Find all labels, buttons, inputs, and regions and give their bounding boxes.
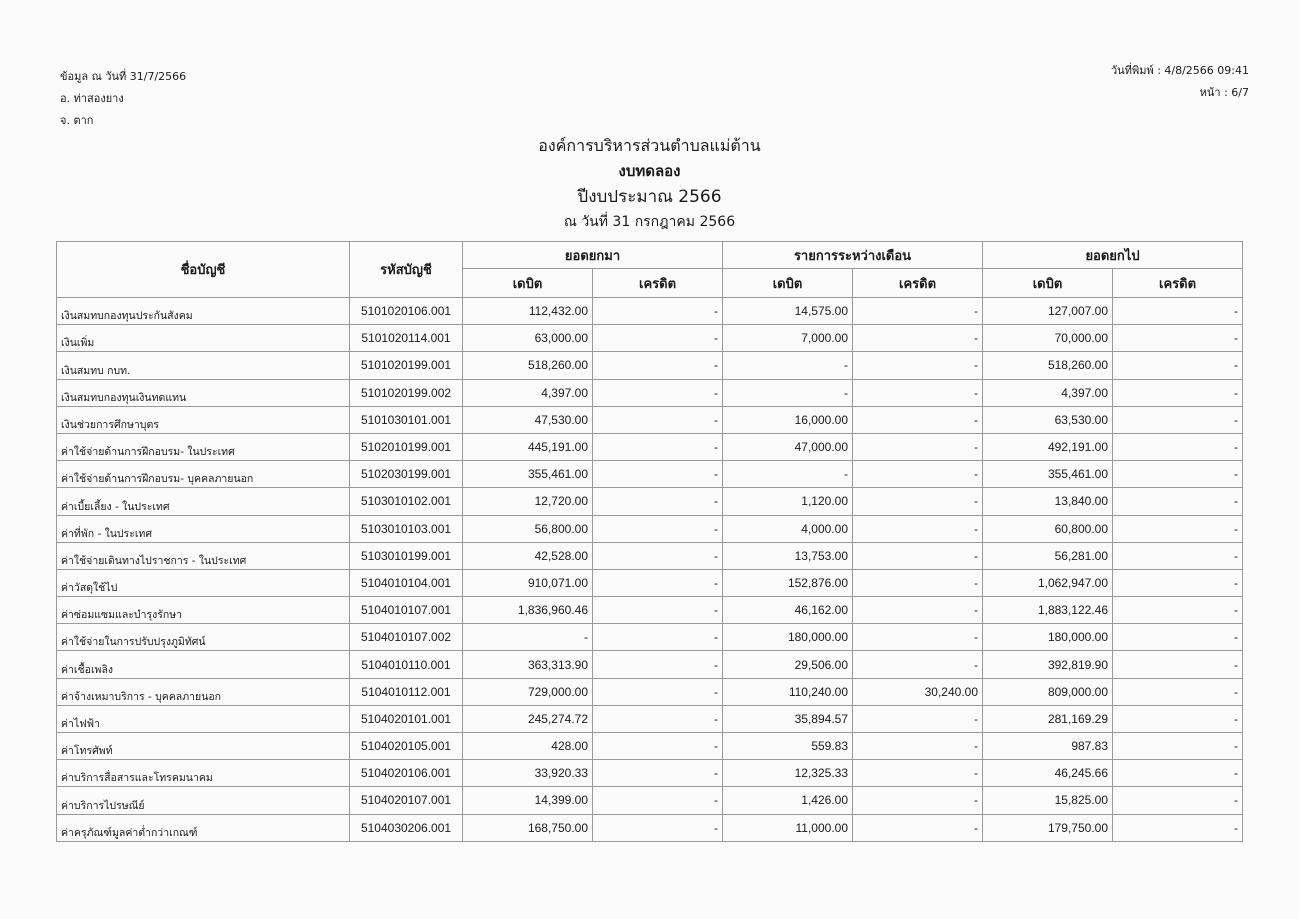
table-row [57, 488, 1243, 515]
table-row [57, 433, 1243, 460]
carried-forward-credit-cell: - [1113, 814, 1243, 841]
account-code-cell: 5104010112.001 [350, 678, 463, 705]
report-title: งบทดลอง [618, 162, 681, 180]
brought-forward-credit-cell: - [593, 814, 723, 841]
table-row [57, 733, 1243, 760]
fiscal-year: ปีงบประมาณ 2566 [577, 187, 722, 207]
account-name-cell: เงินเพิ่ม [57, 325, 350, 352]
brought-forward-debit-cell: 168,750.00 [463, 814, 593, 841]
carried-forward-debit-cell: 518,260.00 [983, 352, 1113, 379]
month-debit-cell: 152,876.00 [723, 569, 853, 596]
account-name-cell: เงินสมทบกองทุนเงินทดแทน [57, 379, 350, 406]
header-account-code: รหัสบัญชี [350, 242, 463, 298]
carried-forward-debit-cell: 987.83 [983, 733, 1113, 760]
carried-forward-debit-cell: 60,800.00 [983, 515, 1113, 542]
account-name-cell: ค่าใช้จ่ายด้านการฝึกอบรม- ในประเทศ [57, 433, 350, 460]
carried-forward-credit-cell: - [1113, 705, 1243, 732]
brought-forward-debit-cell: 355,461.00 [463, 461, 593, 488]
brought-forward-credit-cell: - [593, 597, 723, 624]
account-name-cell: ค่าใช้จ่ายในการปรับปรุงภูมิทัศน์ [57, 624, 350, 651]
month-credit-cell: - [853, 379, 983, 406]
month-credit-cell: - [853, 461, 983, 488]
account-code-cell: 5101020199.001 [350, 352, 463, 379]
account-name-cell: เงินสมทบ กบท. [57, 352, 350, 379]
month-credit-cell: - [853, 787, 983, 814]
carried-forward-debit-cell: 63,530.00 [983, 406, 1113, 433]
month-credit-cell: - [853, 352, 983, 379]
brought-forward-debit-cell: 363,313.90 [463, 651, 593, 678]
brought-forward-credit-cell: - [593, 298, 723, 325]
table-row [57, 379, 1243, 406]
table-row [57, 651, 1243, 678]
brought-forward-debit-cell: 245,274.72 [463, 705, 593, 732]
header-debit: เดบิต [723, 269, 853, 298]
carried-forward-credit-cell: - [1113, 298, 1243, 325]
carried-forward-debit-cell: 70,000.00 [983, 325, 1113, 352]
header-left [60, 66, 186, 132]
table-row [57, 705, 1243, 732]
brought-forward-credit-cell: - [593, 542, 723, 569]
carried-forward-credit-cell: - [1113, 488, 1243, 515]
carried-forward-credit-cell: - [1113, 352, 1243, 379]
table-row [57, 569, 1243, 596]
brought-forward-credit-cell: - [593, 379, 723, 406]
month-debit-cell: 13,753.00 [723, 542, 853, 569]
month-debit-cell: 559.83 [723, 733, 853, 760]
account-name-cell: ค่าครุภัณฑ์มูลค่าต่ำกว่าเกณฑ์ [57, 814, 350, 841]
carried-forward-credit-cell: - [1113, 760, 1243, 787]
account-name-cell: ค่าไฟฟ้า [57, 705, 350, 732]
header-credit: เครดิต [593, 269, 723, 298]
carried-forward-debit-cell: 15,825.00 [983, 787, 1113, 814]
account-code-cell: 5104010110.001 [350, 651, 463, 678]
print-date: วันที่พิมพ์ : 4/8/2566 09:41 [1111, 64, 1249, 77]
brought-forward-debit-cell: 47,530.00 [463, 406, 593, 433]
carried-forward-debit-cell: 492,191.00 [983, 433, 1113, 460]
carried-forward-credit-cell: - [1113, 733, 1243, 760]
brought-forward-debit-cell: 42,528.00 [463, 542, 593, 569]
table-row [57, 760, 1243, 787]
carried-forward-debit-cell: 180,000.00 [983, 624, 1113, 651]
account-code-cell: 5104010104.001 [350, 569, 463, 596]
account-name-cell: ค่าจ้างเหมาบริการ - บุคคลภายนอก [57, 678, 350, 705]
brought-forward-credit-cell: - [593, 733, 723, 760]
report-title-block [0, 134, 1299, 233]
brought-forward-debit-cell: 112,432.00 [463, 298, 593, 325]
account-code-cell: 5103010199.001 [350, 542, 463, 569]
brought-forward-debit-cell: 428.00 [463, 733, 593, 760]
account-code-cell: 5101030101.001 [350, 406, 463, 433]
account-code-cell: 5104030206.001 [350, 814, 463, 841]
brought-forward-debit-cell: 910,071.00 [463, 569, 593, 596]
month-credit-cell: - [853, 542, 983, 569]
account-name-cell: ค่าเบี้ยเลี้ยง - ในประเทศ [57, 488, 350, 515]
carried-forward-credit-cell: - [1113, 461, 1243, 488]
trial-balance-table [56, 241, 1243, 842]
account-name-cell: ค่าวัสดุใช้ไป [57, 569, 350, 596]
carried-forward-credit-cell: - [1113, 624, 1243, 651]
account-name-cell: ค่าซ่อมแซมและบำรุงรักษา [57, 597, 350, 624]
month-debit-cell: 46,162.00 [723, 597, 853, 624]
account-code-cell: 5104020101.001 [350, 705, 463, 732]
carried-forward-debit-cell: 355,461.00 [983, 461, 1113, 488]
page-number: หน้า : 6/7 [1199, 86, 1249, 99]
table-row [57, 298, 1243, 325]
brought-forward-debit-cell: 4,397.00 [463, 379, 593, 406]
table-row [57, 515, 1243, 542]
brought-forward-credit-cell: - [593, 651, 723, 678]
carried-forward-credit-cell: - [1113, 379, 1243, 406]
carried-forward-debit-cell: 4,397.00 [983, 379, 1113, 406]
account-name-cell: ค่าเชื้อเพลิง [57, 651, 350, 678]
table-row [57, 461, 1243, 488]
brought-forward-debit-cell: - [463, 624, 593, 651]
account-name-cell: ค่าที่พัก - ในประเทศ [57, 515, 350, 542]
account-code-cell: 5104010107.001 [350, 597, 463, 624]
account-code-cell: 5104020107.001 [350, 787, 463, 814]
table-row [57, 325, 1243, 352]
header-brought-forward: ยอดยกมา [463, 242, 723, 269]
account-code-cell: 5103010102.001 [350, 488, 463, 515]
account-name-cell: เงินช่วยการศึกษาบุตร [57, 406, 350, 433]
month-debit-cell: - [723, 352, 853, 379]
month-debit-cell: 7,000.00 [723, 325, 853, 352]
table-row [57, 352, 1243, 379]
carried-forward-credit-cell: - [1113, 433, 1243, 460]
brought-forward-debit-cell: 729,000.00 [463, 678, 593, 705]
brought-forward-credit-cell: - [593, 760, 723, 787]
carried-forward-debit-cell: 281,169.29 [983, 705, 1113, 732]
month-credit-cell: - [853, 760, 983, 787]
month-credit-cell: - [853, 406, 983, 433]
carried-forward-credit-cell: - [1113, 515, 1243, 542]
carried-forward-credit-cell: - [1113, 597, 1243, 624]
brought-forward-credit-cell: - [593, 352, 723, 379]
brought-forward-debit-cell: 63,000.00 [463, 325, 593, 352]
carried-forward-debit-cell: 13,840.00 [983, 488, 1113, 515]
table-row [57, 597, 1243, 624]
carried-forward-debit-cell: 392,819.90 [983, 651, 1113, 678]
account-name-cell: ค่าโทรศัพท์ [57, 733, 350, 760]
month-debit-cell: 4,000.00 [723, 515, 853, 542]
carried-forward-credit-cell: - [1113, 651, 1243, 678]
month-debit-cell: 110,240.00 [723, 678, 853, 705]
account-code-cell: 5104020105.001 [350, 733, 463, 760]
table-row [57, 542, 1243, 569]
header-account-name: ชื่อบัญชี [57, 242, 350, 298]
carried-forward-credit-cell: - [1113, 569, 1243, 596]
month-debit-cell: - [723, 461, 853, 488]
brought-forward-credit-cell: - [593, 406, 723, 433]
brought-forward-debit-cell: 518,260.00 [463, 352, 593, 379]
month-credit-cell: - [853, 325, 983, 352]
brought-forward-debit-cell: 56,800.00 [463, 515, 593, 542]
table-row [57, 787, 1243, 814]
carried-forward-debit-cell: 46,245.66 [983, 760, 1113, 787]
table-row [57, 678, 1243, 705]
account-name-cell: เงินสมทบกองทุนประกันสังคม [57, 298, 350, 325]
header-credit: เครดิต [1113, 269, 1243, 298]
carried-forward-credit-cell: - [1113, 325, 1243, 352]
carried-forward-debit-cell: 179,750.00 [983, 814, 1113, 841]
month-debit-cell: 35,894.57 [723, 705, 853, 732]
header-right [1111, 60, 1249, 104]
brought-forward-credit-cell: - [593, 461, 723, 488]
carried-forward-credit-cell: - [1113, 678, 1243, 705]
account-code-cell: 5104010107.002 [350, 624, 463, 651]
header-debit: เดบิต [983, 269, 1113, 298]
brought-forward-debit-cell: 1,836,960.46 [463, 597, 593, 624]
month-debit-cell: 47,000.00 [723, 433, 853, 460]
month-credit-cell: - [853, 651, 983, 678]
month-credit-cell: - [853, 488, 983, 515]
month-debit-cell: 1,426.00 [723, 787, 853, 814]
carried-forward-debit-cell: 127,007.00 [983, 298, 1113, 325]
header-credit: เครดิต [853, 269, 983, 298]
month-credit-cell: - [853, 597, 983, 624]
month-debit-cell: 16,000.00 [723, 406, 853, 433]
account-code-cell: 5101020106.001 [350, 298, 463, 325]
brought-forward-credit-cell: - [593, 705, 723, 732]
account-code-cell: 5104020106.001 [350, 760, 463, 787]
brought-forward-credit-cell: - [593, 624, 723, 651]
account-code-cell: 5102030199.001 [350, 461, 463, 488]
brought-forward-credit-cell: - [593, 325, 723, 352]
organization-name: องค์การบริหารส่วนตำบลแม่ต้าน [538, 136, 761, 155]
month-debit-cell: 11,000.00 [723, 814, 853, 841]
brought-forward-credit-cell: - [593, 787, 723, 814]
month-credit-cell: - [853, 624, 983, 651]
carried-forward-debit-cell: 1,883,122.46 [983, 597, 1113, 624]
district: อ. ท่าสองยาง [60, 92, 124, 105]
month-debit-cell: 1,120.00 [723, 488, 853, 515]
brought-forward-debit-cell: 14,399.00 [463, 787, 593, 814]
header-debit: เดบิต [463, 269, 593, 298]
brought-forward-debit-cell: 445,191.00 [463, 433, 593, 460]
carried-forward-credit-cell: - [1113, 787, 1243, 814]
brought-forward-credit-cell: - [593, 515, 723, 542]
brought-forward-debit-cell: 33,920.33 [463, 760, 593, 787]
brought-forward-credit-cell: - [593, 678, 723, 705]
table-row [57, 814, 1243, 841]
month-debit-cell: 180,000.00 [723, 624, 853, 651]
table-row [57, 624, 1243, 651]
month-debit-cell: 29,506.00 [723, 651, 853, 678]
month-debit-cell: 12,325.33 [723, 760, 853, 787]
carried-forward-credit-cell: - [1113, 406, 1243, 433]
header-carried-forward: ยอดยกไป [983, 242, 1243, 269]
month-credit-cell: - [853, 569, 983, 596]
account-code-cell: 5101020199.002 [350, 379, 463, 406]
account-name-cell: ค่าใช้จ่ายเดินทางไปราชการ - ในประเทศ [57, 542, 350, 569]
month-credit-cell: - [853, 705, 983, 732]
month-credit-cell: - [853, 433, 983, 460]
account-name-cell: ค่าบริการไปรษณีย์ [57, 787, 350, 814]
brought-forward-credit-cell: - [593, 488, 723, 515]
brought-forward-debit-cell: 12,720.00 [463, 488, 593, 515]
month-debit-cell: - [723, 379, 853, 406]
account-code-cell: 5102010199.001 [350, 433, 463, 460]
as-of-date: ณ วันที่ 31 กรกฎาคม 2566 [563, 214, 736, 230]
table-row [57, 406, 1243, 433]
carried-forward-debit-cell: 1,062,947.00 [983, 569, 1113, 596]
carried-forward-debit-cell: 56,281.00 [983, 542, 1113, 569]
brought-forward-credit-cell: - [593, 569, 723, 596]
month-debit-cell: 14,575.00 [723, 298, 853, 325]
account-name-cell: ค่าใช้จ่ายด้านการฝึกอบรม- บุคคลภายนอก [57, 461, 350, 488]
province: จ. ตาก [60, 114, 94, 127]
brought-forward-credit-cell: - [593, 433, 723, 460]
carried-forward-debit-cell: 809,000.00 [983, 678, 1113, 705]
month-credit-cell: - [853, 515, 983, 542]
month-credit-cell: 30,240.00 [853, 678, 983, 705]
account-code-cell: 5101020114.001 [350, 325, 463, 352]
account-name-cell: ค่าบริการสื่อสารและโทรคมนาคม [57, 760, 350, 787]
carried-forward-credit-cell: - [1113, 542, 1243, 569]
header-during-month: รายการระหว่างเดือน [723, 242, 983, 269]
month-credit-cell: - [853, 733, 983, 760]
account-code-cell: 5103010103.001 [350, 515, 463, 542]
data-date: ข้อมูล ณ วันที่ 31/7/2566 [60, 70, 187, 83]
month-credit-cell: - [853, 298, 983, 325]
month-credit-cell: - [853, 814, 983, 841]
